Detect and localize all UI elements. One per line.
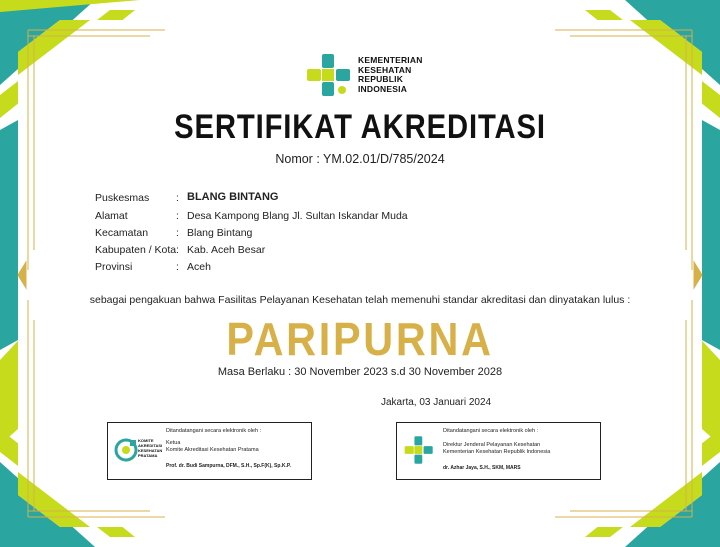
info-value-alamat: Desa Kampong Blang Jl. Sultan Iskandar Muda bbox=[187, 210, 408, 222]
info-label-alamat: Alamat bbox=[95, 210, 128, 222]
committee-logo-icon bbox=[114, 436, 138, 464]
info-label-kabupaten: Kabupaten / Kota bbox=[95, 244, 177, 256]
accreditation-result: PARIPURNA bbox=[226, 313, 494, 365]
committee-logo-text bbox=[138, 438, 162, 458]
signer-position-line1: Direktur Jenderal Pelayanan Kesehatan bbox=[443, 442, 541, 448]
committee-logo-line: KOMITE bbox=[138, 438, 154, 443]
info-value-provinsi: Aceh bbox=[187, 261, 211, 273]
logo-line: REPUBLIK bbox=[358, 74, 404, 84]
logo-text bbox=[358, 56, 423, 94]
signature-box-director bbox=[396, 422, 601, 480]
info-label-puskesmas: Puskesmas bbox=[95, 192, 150, 204]
info-colon: : bbox=[176, 192, 179, 204]
validity-period: Masa Berlaku : 30 November 2023 s.d 30 November 2028 bbox=[217, 366, 503, 378]
signer-position-line1: Ketua bbox=[166, 440, 181, 446]
info-label-provinsi: Provinsi bbox=[95, 261, 133, 273]
certificate-title: SERTIFIKAT AKREDITASI bbox=[174, 108, 546, 146]
info-colon: : bbox=[176, 244, 179, 256]
info-label-kecamatan: Kecamatan bbox=[95, 227, 149, 239]
signer-position-line2: Kementerian Kesehatan Republik Indonesia bbox=[443, 449, 551, 455]
signed-electronically-text: Ditandatangani secara elektronik oleh : bbox=[166, 428, 262, 434]
info-colon: : bbox=[176, 210, 179, 222]
committee-logo-line: KESEHATAN bbox=[138, 448, 163, 453]
certificate-number: Nomor : YM.02.01/D/785/2024 bbox=[275, 152, 445, 166]
signed-electronically-text: Ditandatangani secara elektronik oleh : bbox=[443, 428, 539, 434]
info-value-kecamatan: Blang Bintang bbox=[187, 227, 253, 239]
committee-logo-line: AKREDITASI bbox=[138, 443, 163, 448]
logo-line: INDONESIA bbox=[358, 83, 408, 94]
committee-logo-line: PRATAMA bbox=[138, 453, 158, 458]
kemenkes-logo-icon bbox=[403, 435, 435, 465]
info-value-kabupaten: Kab. Aceh Besar bbox=[187, 244, 266, 256]
kemenkes-logo-icon bbox=[305, 52, 353, 98]
info-value-puskesmas: BLANG BINTANG bbox=[187, 191, 279, 203]
signer-position-line2: Komite Akreditasi Kesehatan Pratama bbox=[166, 447, 259, 453]
info-colon: : bbox=[176, 261, 179, 273]
place-date: Jakarta, 03 Januari 2024 bbox=[381, 397, 492, 408]
info-colon: : bbox=[176, 227, 179, 239]
signer-name: Prof. dr. Budi Sampurna, DFM., S.H., Sp.F(K), Sp.K.P. bbox=[166, 463, 291, 469]
logo-line: KEMENTERIAN bbox=[358, 55, 423, 65]
signature-box-committee bbox=[107, 422, 312, 480]
accreditation-statement: sebagai pengakuan bahwa Fasilitas Pelayanan Kesehatan telah memenuhi standar akreditasi dan dinyatakan lulus : bbox=[89, 294, 631, 306]
signer-name: dr. Azhar Jaya, S.H., SKM, MARS bbox=[443, 465, 521, 471]
logo-line: KESEHATAN bbox=[358, 64, 412, 75]
